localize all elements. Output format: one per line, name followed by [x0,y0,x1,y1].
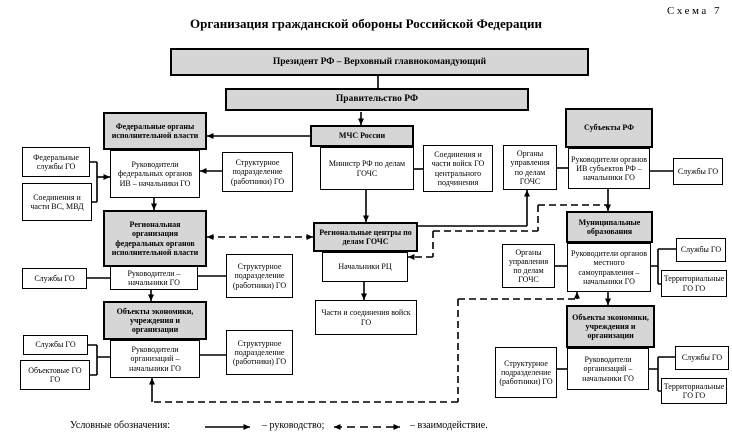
box-subjects-body: Руководители органов ИВ субъектов РФ – начальники ГО [568,148,650,189]
box-regional-org-body: Руководители – начальники ГО [110,266,198,290]
box-services-go-left-2: Службы ГО [23,335,88,355]
legend-dashed-meaning: – взаимодействие. [410,420,488,431]
legend-solid-meaning: – руководство; [262,420,325,431]
box-services-go-right-1: Службы ГО [673,158,723,185]
box-object-go: Объектовые ГО ГО [20,360,90,390]
box-units-vs-mvd: Соединения и части ВС, МВД [22,183,92,221]
bracket-services-objectgo [88,345,110,375]
box-go-troops: Части и соединения войск ГО [315,300,417,335]
box-government: Правительство РФ [225,88,529,111]
box-federal-services-go: Федеральные службы ГО [22,147,90,177]
box-subjects-header: Субъекты РФ [565,108,653,148]
box-regional-org-header: Региональная организация федеральных органов исполнительной власти [103,210,207,267]
box-struct-unit-1: Структурное подразделение (работники) ГО [222,152,293,192]
box-objects-right-header: Объекты экономики, учреждения и организации [566,305,655,348]
box-gochs-organs-1: Органы управления по делам ГОЧС [503,145,557,190]
box-regional-centers-header: Региональные центры по делам ГОЧС [313,222,418,252]
box-mchs-header: МЧС России [310,125,414,147]
page-title: Организация гражданской обороны Российской Федерации [190,16,542,31]
box-services-go-right-3: Службы ГО [675,346,729,370]
box-municipal-header: Муниципальные образования [566,211,653,243]
box-services-go-left-1: Службы ГО [22,268,87,289]
box-gochs-organs-2: Органы управления по делам ГОЧС [502,244,555,288]
box-objects-left-body: Руководители организаций – начальники ГО [110,340,200,378]
box-central-troops: Соединения и части войск ГО центрального подчинения [423,145,493,192]
box-municipal-body: Руководители органов местного самоуправления – начальники ГО [567,243,651,292]
box-federal-organs-body: Руководители федеральных органов ИВ – начальники ГО [110,150,200,198]
box-struct-unit-2: Структурное подразделение (работники) ГО [226,254,293,298]
legend-label: Условные обозначения: [70,420,171,431]
box-federal-organs-header: Федеральные органы исполнительной власти [103,112,207,150]
box-terr-go-1: Территориальные ГО ГО [661,270,727,297]
box-minister: Министр РФ по делам ГОЧС [320,147,414,190]
box-rc-chiefs: Начальники РЦ [322,252,408,282]
box-objects-left-header: Объекты экономики, учреждения и организации [103,301,207,340]
box-struct-unit-4: Структурное подразделение (работники) ГО [495,347,557,398]
box-terr-go-2: Территориальные ГО ГО [661,378,727,404]
box-president: Президент РФ – Верховный главнокомандующий [170,48,589,76]
box-services-go-right-2: Службы ГО [676,238,726,262]
box-struct-unit-3: Структурное подразделение (работники) ГО [226,330,293,375]
scheme-number-label: Схема 7 [667,5,722,17]
box-objects-right-body: Руководители организаций – начальники ГО [567,348,649,390]
